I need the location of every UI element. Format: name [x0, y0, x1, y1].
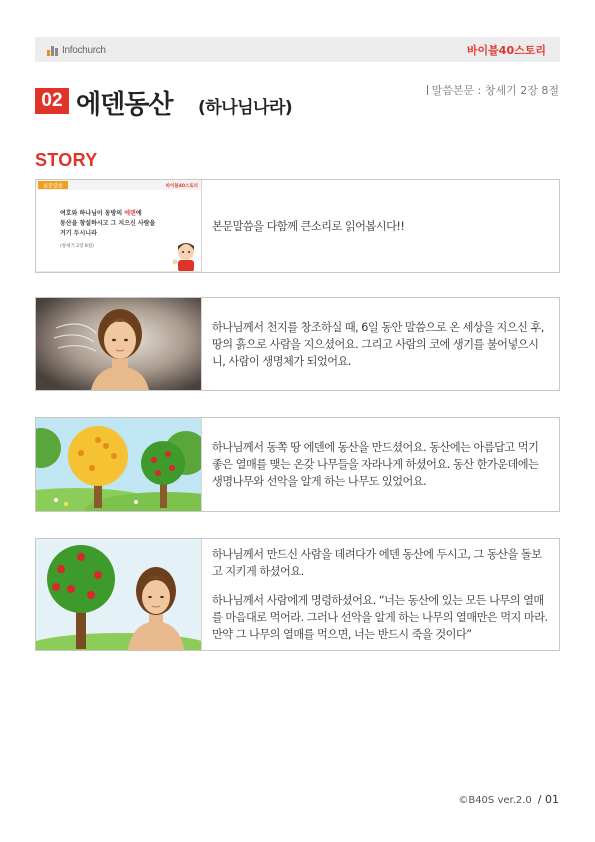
series-title: 바이블40스토리 [466, 44, 546, 57]
verse-slide-thumbnail [36, 180, 202, 272]
story-paragraph: 하나님께서 천지를 창조하실 때, 6일 동안 말씀으로 온 세상을 지으신 후, 땅의 흙으로 사람을 지으셨어요. 그리고 사람의 코에 생기를 불어넣으시니, 사람이 생명체가 되었어요. [212, 320, 544, 368]
top-bar [35, 37, 560, 62]
brand-name: Infochurch [62, 44, 106, 56]
adam-creation-illustration [36, 298, 202, 390]
story-text-2 [202, 298, 559, 390]
story-row-2 [35, 297, 560, 391]
garden-illustration [36, 418, 202, 511]
reference-text: 말씀본문 : 창세기 2장 8절 [431, 84, 559, 97]
story-text-4 [202, 539, 559, 650]
chapter-title: 에덴동산 [76, 90, 173, 120]
story-paragraph: 하나님께서 만드신 사람을 데려다가 에덴 동산에 두시고, 그 동산을 돌보고 지키게 하셨어요. [212, 548, 542, 578]
story-text-1 [202, 180, 559, 272]
story-paragraph: 본문말씀을 다함께 큰소리로 읽어봅시다!! [212, 219, 405, 233]
story-row-3 [35, 417, 560, 512]
verse-line1-post: 에 [135, 210, 142, 217]
verse-ref: (창세기 2장 8절) [60, 244, 94, 249]
page-number: / 01 [537, 793, 559, 806]
story-text-3 [202, 418, 559, 511]
brand-logo [47, 43, 106, 57]
slide-tag: 본문말씀 [43, 183, 63, 190]
scripture-reference [427, 82, 559, 98]
page-footer [458, 793, 559, 806]
slide-brand: 바이블40스토리 [165, 184, 198, 189]
story-paragraph: 하나님께서 사람에게 명령하셨어요. “너는 동산에 있는 모든 나무의 열매를 마음대로 먹어라. 그러나 선악을 알게 하는 나무의 열매만은 먹지 마라. 만약 그 나무의 열매를 먹으면, 너는 반드시 죽을 것이다” [212, 594, 548, 641]
story-paragraph: 하나님께서 동쪽 땅 에덴에 동산을 만드셨어요. 동산에는 아름답고 먹기 좋은 열매를 맺는 온갖 나무들을 자라나게 하셨어요. 동산 한가운데에는 생명나무와 선악을 알게 하는 나무도 있었어요. [212, 441, 539, 488]
adam-in-garden-illustration [36, 539, 202, 650]
chapter-number: 02 [35, 88, 69, 114]
chapter-subtitle: (하나님나라) [198, 98, 293, 118]
svg-text:여호와 하나님이 동방의 에덴에 [60, 209, 142, 217]
story-row-4 [35, 538, 560, 651]
bar-chart-icon [47, 44, 59, 56]
verse-line2: 동산을 창설하시고 그 지으신 사람을 [60, 220, 156, 227]
verse-line1-pre: 여호와 하나님이 동방의 [60, 210, 125, 217]
story-row-1 [35, 179, 560, 273]
verse-line3: 거기 두시니라 [60, 230, 97, 237]
verse-highlight: 에덴 [124, 210, 136, 217]
version-label: ©B40S ver.2.0 [458, 795, 532, 806]
section-heading: STORY [35, 150, 98, 170]
